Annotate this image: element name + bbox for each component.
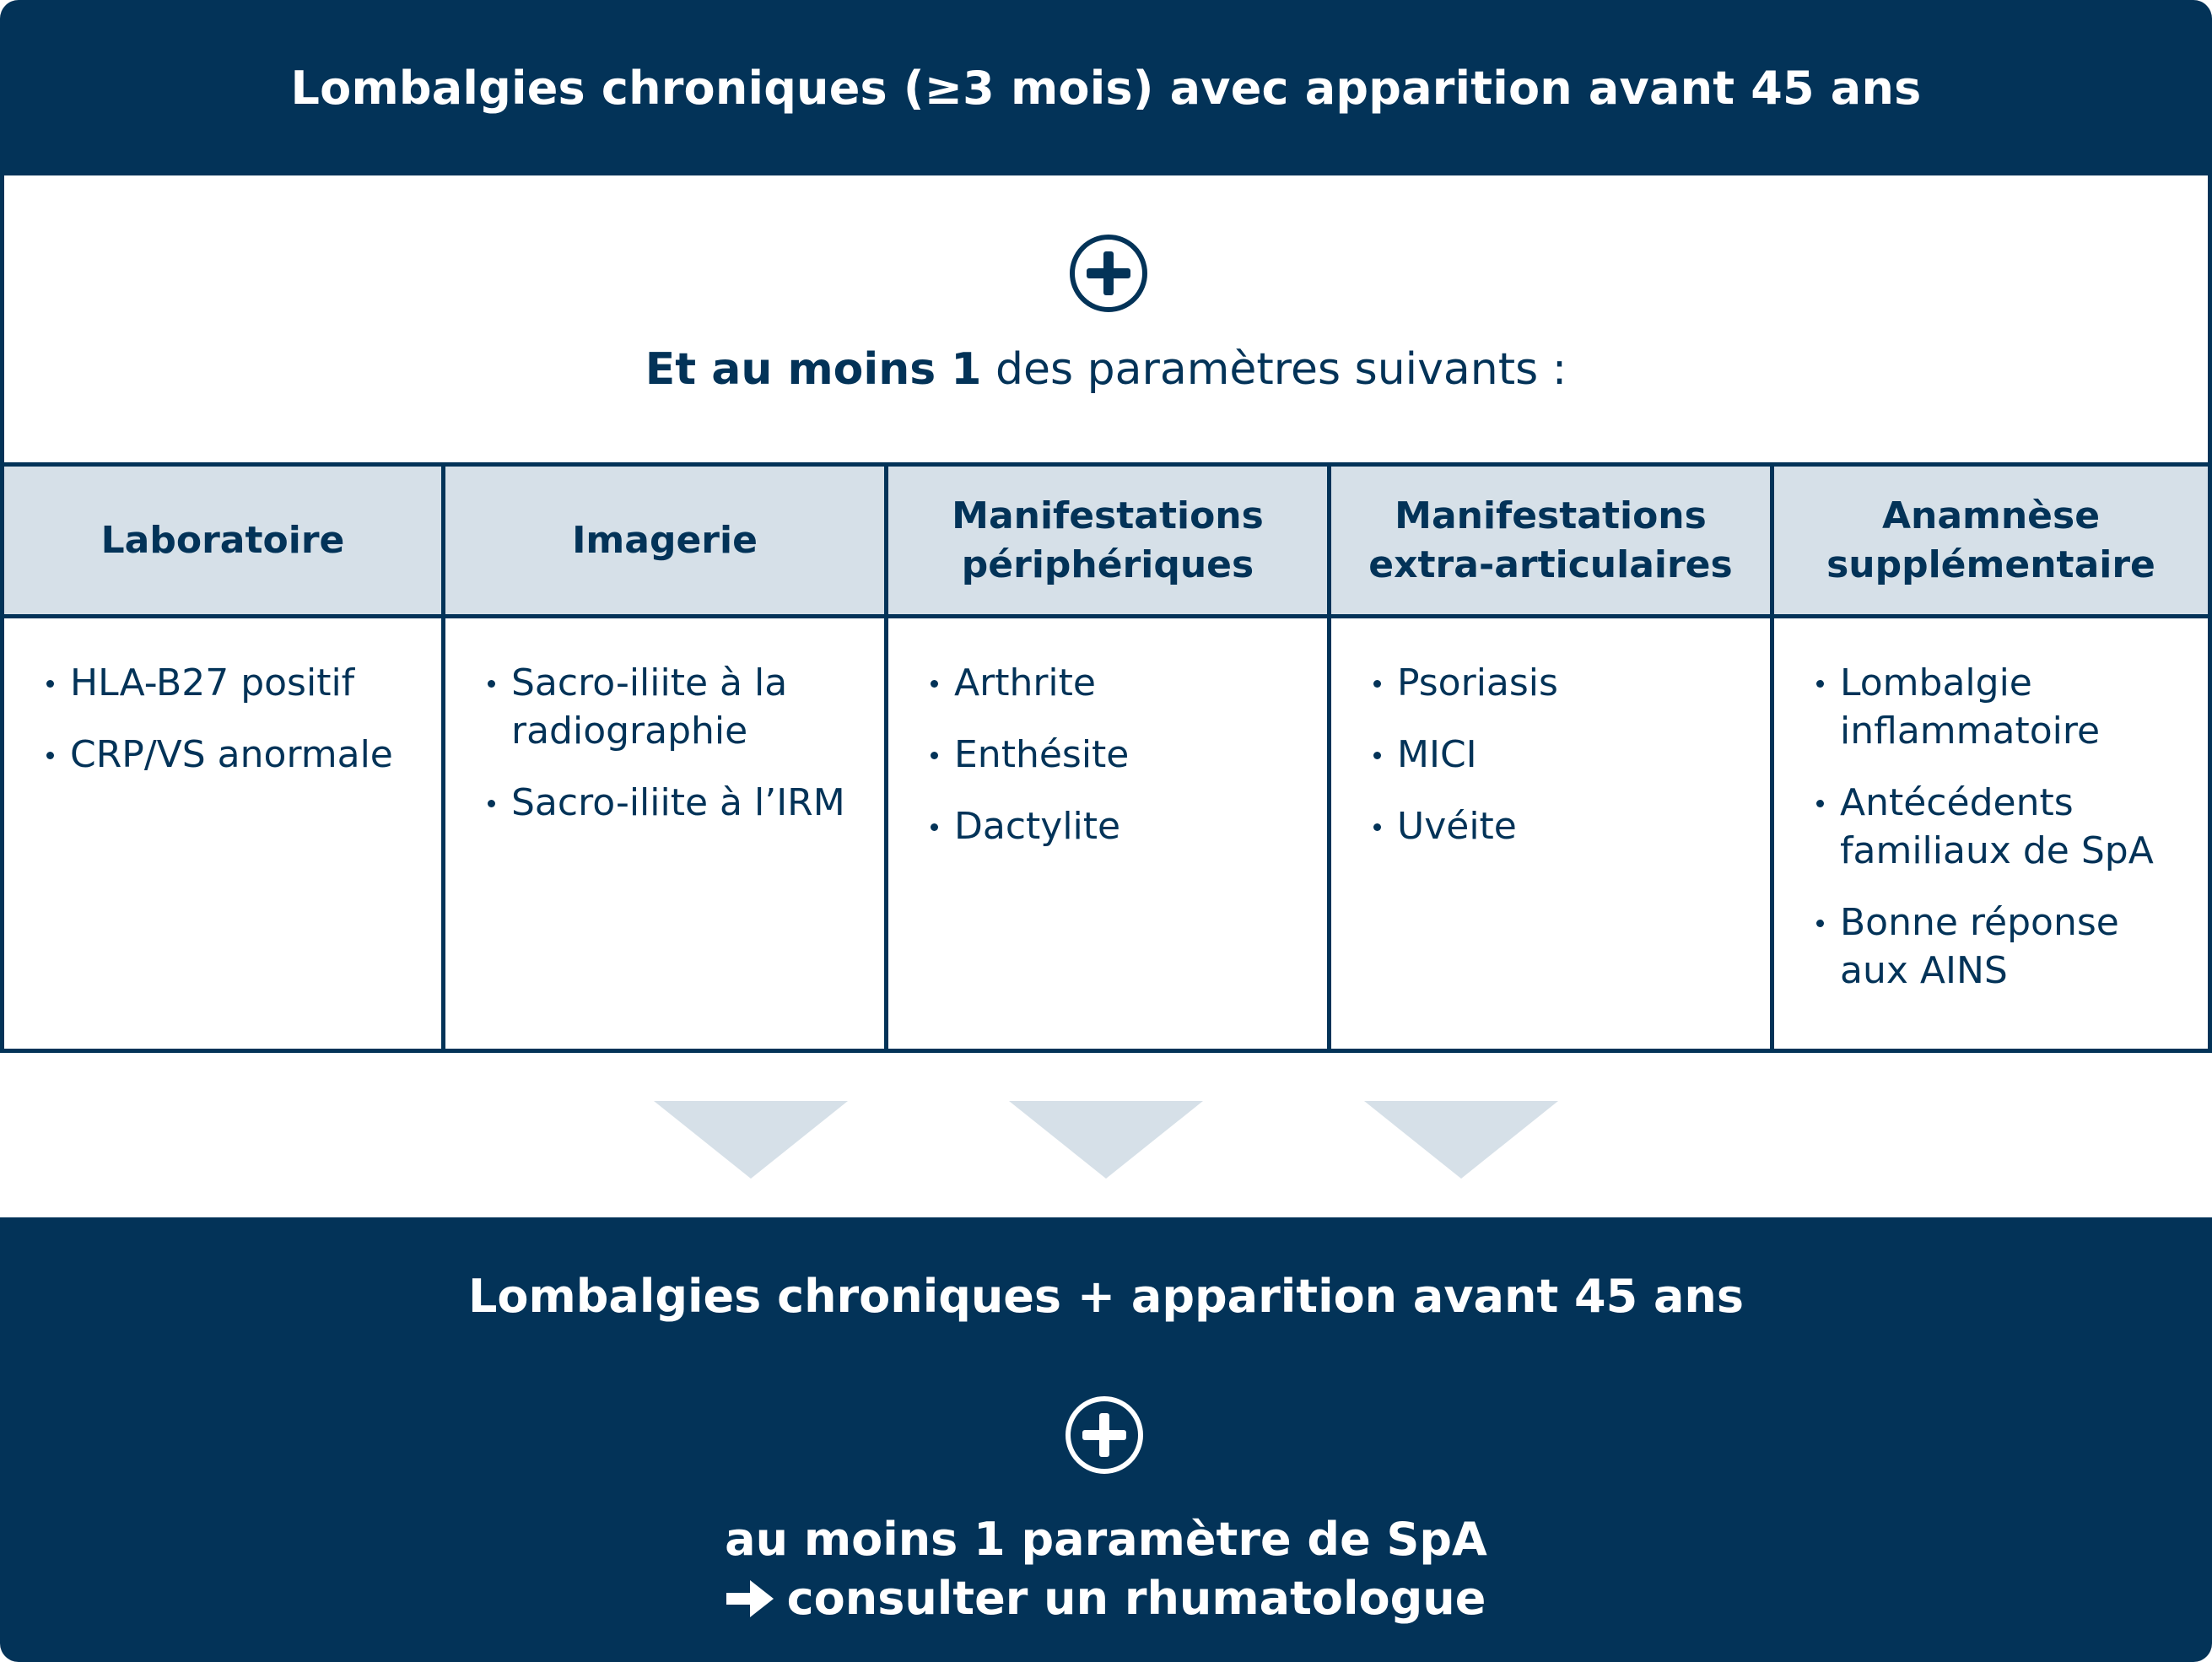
conclusion-line-1: au moins 1 paramètre de SpA [725, 1513, 1487, 1566]
column-header: Anamnèse supplémentaire [1774, 467, 2208, 618]
flow-arrows [0, 1101, 2212, 1181]
criteria-instruction-rest: des paramètres suivants : [981, 344, 1567, 395]
down-arrow-icon [1364, 1101, 1558, 1179]
list-item: HLA-B27 positif [46, 659, 411, 707]
column-body [1331, 618, 1770, 850]
plus-circle-icon [1070, 235, 1147, 312]
column-header: Manifestations périphériques [888, 467, 1327, 618]
top-banner-title: Lombalgies chroniques (≥3 mois) avec apparition avant 45 ans [290, 61, 1922, 115]
criteria-panel [0, 175, 2212, 1053]
column-laboratoire [4, 467, 441, 1049]
column-header: Manifestations extra-articulaires [1331, 467, 1770, 618]
criteria-instruction [4, 344, 2208, 395]
conclusion-banner [0, 1217, 2212, 1662]
criteria-columns [4, 462, 2208, 1049]
column-header: Imagerie [445, 467, 884, 618]
list-item: Sacro-iliite à l’IRM [488, 779, 854, 827]
list-item: Dactylite [931, 802, 1297, 850]
list-item: Antécédents familiaux de SpA [1816, 779, 2177, 875]
criteria-instruction-bold: Et au moins 1 [645, 344, 982, 395]
conclusion-line-2 [0, 1572, 2212, 1625]
list-item: CRP/VS anormale [46, 731, 411, 779]
list-item: Psoriasis [1373, 659, 1740, 707]
arrow-right-icon [726, 1580, 774, 1617]
top-banner [0, 0, 2212, 175]
column-imagerie [441, 467, 884, 1049]
column-manifestations-extra-articulaires [1327, 467, 1770, 1049]
conclusion-action: consulter un rhumatologue [786, 1572, 1486, 1625]
column-anamnese-supplementaire [1770, 467, 2208, 1049]
list-item: Lombalgie inflammatoire [1816, 659, 2177, 755]
list-item: Uvéite [1373, 802, 1740, 850]
plus-circle-icon [1066, 1396, 1143, 1474]
list-item: Bonne réponse aux AINS [1816, 898, 2177, 995]
list-item: MICI [1373, 731, 1740, 779]
column-manifestations-peripheriques [884, 467, 1327, 1049]
column-body [4, 618, 441, 779]
down-arrow-icon [654, 1101, 848, 1179]
list-item: Sacro-iliite à la radiographie [488, 659, 854, 755]
conclusion-title: Lombalgies chroniques + apparition avant 45 ans [467, 1270, 1745, 1323]
column-body [1774, 618, 2208, 995]
column-body [888, 618, 1327, 850]
column-header: Laboratoire [4, 467, 441, 618]
list-item: Enthésite [931, 731, 1297, 779]
down-arrow-icon [1009, 1101, 1203, 1179]
list-item: Arthrite [931, 659, 1297, 707]
column-body [445, 618, 884, 827]
